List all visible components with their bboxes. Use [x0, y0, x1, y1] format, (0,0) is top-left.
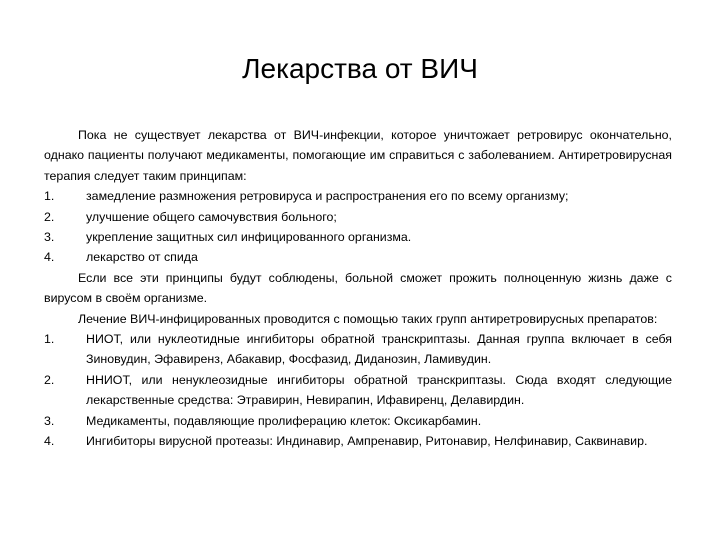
- outcome-paragraph: Если все эти принципы будут соблюдены, больной сможет прожить полноценную жизнь даже с вирусом в своём организме.: [44, 270, 672, 306]
- list-text: Ингибиторы вирусной протеазы: Индинавир, Ампренавир, Ритонавир, Нелфинавир, Саквинавир.: [86, 434, 648, 449]
- list-number: 4.: [44, 250, 55, 265]
- slide-body: [44, 125, 672, 452]
- list-item: [44, 186, 672, 206]
- list-number: 1.: [44, 189, 55, 204]
- list-item: [44, 207, 672, 227]
- list-text: Медикаменты, подавляющие пролиферацию клеток: Оксикарбамин.: [86, 413, 482, 428]
- list-text: лекарство от спида: [86, 250, 198, 265]
- list-number: 2.: [44, 372, 55, 387]
- list-number: 3.: [44, 413, 55, 428]
- list-text: замедление размножения ретровируса и распространения его по всему организму;: [86, 189, 569, 204]
- list-number: 1.: [44, 332, 55, 347]
- list-number: 2.: [44, 209, 55, 224]
- list-text: НИОТ, или нуклеотидные ингибиторы обратной транскриптазы. Данная группа включает в себя Зиновудин, Эфавиренз, Абакавир, Фосфазид, Диданозин, Ламивудин.: [86, 332, 672, 367]
- list-item: [44, 329, 672, 370]
- drug-groups-list: [44, 329, 672, 451]
- list-item: [44, 431, 672, 451]
- intro-paragraph: Пока не существует лекарства от ВИЧ-инфекции, которое уничтожает ретровирус окончательно, однако пациенты получают медикаменты, помогающие им справиться с заболеванием. Антиретровирусная терапия следует таким принципам:: [44, 128, 672, 183]
- list-item: [44, 247, 672, 267]
- treatment-paragraph: Лечение ВИЧ-инфицированных проводится с помощью таких групп антиретровирусных препаратов:: [78, 311, 658, 326]
- principles-list: [44, 186, 672, 268]
- slide-title: Лекарства от ВИЧ: [242, 53, 478, 84]
- list-number: 4.: [44, 434, 55, 449]
- list-number: 3.: [44, 230, 55, 245]
- list-text: ННИОТ, или ненуклеозидные ингибиторы обратной транскриптазы. Сюда входят следующие лекарственные средства: Этравирин, Невирапин, Ифавиренц, Делавирдин.: [86, 372, 672, 408]
- list-item: [44, 227, 672, 247]
- list-text: укрепление защитных сил инфицированного организма.: [86, 230, 412, 245]
- list-item: [44, 370, 672, 411]
- list-item: [44, 411, 672, 431]
- list-text: улучшение общего самочувствия больного;: [86, 209, 337, 224]
